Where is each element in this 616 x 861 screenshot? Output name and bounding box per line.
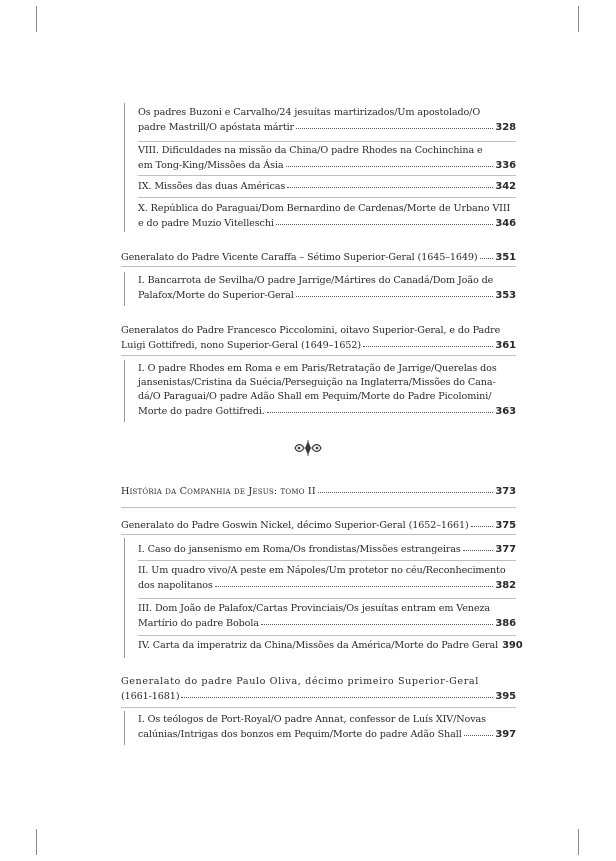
divider (138, 175, 516, 176)
fleuron-icon (293, 440, 323, 456)
toc-entry[interactable] (138, 106, 516, 134)
divider (138, 197, 516, 198)
page-number: 353 (495, 290, 516, 301)
toc-entry[interactable] (138, 542, 516, 556)
entry-text: calúnias/Intrigas dos bonzos em Pequim/Morte do padre Adão Shall (138, 729, 462, 740)
crop-mark-top-left (36, 6, 37, 32)
page-number: 375 (495, 520, 516, 531)
entry-text: VIII. Dificuldades na missão da China/O padre Rhodes na Cochinchina e (138, 145, 483, 156)
section-bar (124, 272, 125, 306)
entry-text: I. Os teólogos de Port-Royal/O padre Annat, confessor de Luís XIV/Novas (138, 714, 486, 725)
toc-entry[interactable] (138, 362, 516, 418)
divider (121, 355, 516, 356)
toc-heading[interactable] (121, 675, 516, 703)
entry-text: IX. Missões das duas Américas (138, 181, 286, 192)
divider (121, 534, 516, 535)
entry-text: Martírio do padre Bobola (138, 618, 259, 629)
page-number: 377 (495, 544, 516, 555)
entry-text: Morte do padre Gottifredi. (138, 406, 265, 417)
toc-heading[interactable] (121, 484, 516, 498)
toc-entry[interactable] (138, 179, 516, 193)
entry-text: jansenistas/Cristina da Suécia/Perseguição na Inglaterra/Missões do Cana- (138, 377, 496, 388)
divider (138, 635, 516, 636)
toc-entry[interactable] (138, 602, 516, 630)
entry-text: I. Caso do jansenismo em Roma/Os frondistas/Missões estrangeiras (138, 544, 461, 555)
heading-text: Luigi Gottifredi, nono Superior-Geral (1649–1652) (121, 340, 361, 351)
page-number: 342 (495, 181, 516, 192)
page-number: 363 (495, 406, 516, 417)
heading-text: História da Companhia de Jesus: tomo II (121, 486, 316, 497)
heading-text: Generalato do Padre Vicente Caraffa – Sétimo Superior-Geral (1645–1649) (121, 252, 478, 263)
page-number: 336 (495, 160, 516, 171)
entry-text: padre Mastrill/O apóstata mártir (138, 122, 295, 133)
entry-text: I. O padre Rhodes em Roma e em Paris/Retratação de Jarrige/Querelas dos (138, 363, 497, 374)
crop-mark-top-right (578, 6, 579, 32)
toc-entry[interactable] (138, 144, 516, 172)
entry-text: II. Um quadro vivo/A peste em Nápoles/Um protetor no céu/Reconhecimento (138, 565, 506, 576)
page-number: 397 (495, 729, 516, 740)
section-bar (124, 538, 125, 658)
entry-text: III. Dom João de Palafox/Cartas Provinciais/Os jesuítas entram em Veneza (138, 603, 491, 614)
entry-text: IV. Carta da imperatriz da China/Missões da América/Morte do Padre Geral (138, 640, 499, 651)
heading-text: Generalato do padre Paulo Oliva, décimo primeiro Superior-Geral (121, 676, 479, 687)
toc-heading[interactable] (121, 324, 516, 352)
entry-text: I. Bancarrota de Sevilha/O padre Jarrige/Mártires do Canadá/Dom João de (138, 275, 494, 286)
page-number: 395 (495, 691, 516, 702)
divider (138, 141, 516, 142)
page-number: 351 (495, 252, 516, 263)
page-number: 382 (495, 580, 516, 591)
section-bar (124, 711, 125, 745)
section-bar (124, 360, 125, 422)
entry-text: Os padres Buzoni e Carvalho/24 jesuítas martirizados/Um apostolado/O (138, 107, 481, 118)
entry-text: X. República do Paraguai/Dom Bernardino de Cardenas/Morte de Urbano VIII (138, 203, 511, 214)
entry-text: Palafox/Morte do Superior-Geral (138, 290, 294, 301)
page-number: 373 (495, 486, 516, 497)
entry-text: dá/O Paraguai/O padre Adão Shall em Pequim/Morte do Padre Picolomini/ (138, 391, 492, 402)
page-number: 386 (495, 618, 516, 629)
toc-entry[interactable] (138, 564, 516, 592)
divider (138, 560, 516, 561)
page-number: 346 (495, 218, 516, 229)
entry-text: em Tong-King/Missões da Ásia (138, 160, 284, 171)
heading-text: (1661-1681) (121, 691, 180, 702)
entry-text: dos napolitanos (138, 580, 213, 591)
page-number: 390 (502, 640, 523, 651)
toc-heading[interactable] (121, 518, 516, 532)
page-number: 328 (495, 122, 516, 133)
entry-text: e do padre Muzio Vitelleschi (138, 218, 274, 229)
divider (121, 507, 516, 508)
divider (138, 598, 516, 599)
divider (121, 266, 516, 267)
toc-entry[interactable] (138, 274, 516, 302)
section-bar (124, 103, 125, 232)
divider (121, 707, 516, 708)
heading-text: Generalatos do Padre Francesco Piccolomini, oitavo Superior-Geral, e do Padre (121, 325, 501, 336)
toc-heading[interactable] (121, 250, 516, 264)
crop-mark-bottom-right (578, 829, 579, 855)
toc-entry[interactable] (138, 639, 523, 653)
crop-mark-bottom-left (36, 829, 37, 855)
heading-text: Generalato do Padre Goswin Nickel, décimo Superior-Geral (1652–1661) (121, 520, 469, 531)
page-number: 361 (495, 340, 516, 351)
toc-entry[interactable] (138, 713, 516, 741)
toc-entry[interactable] (138, 202, 516, 230)
